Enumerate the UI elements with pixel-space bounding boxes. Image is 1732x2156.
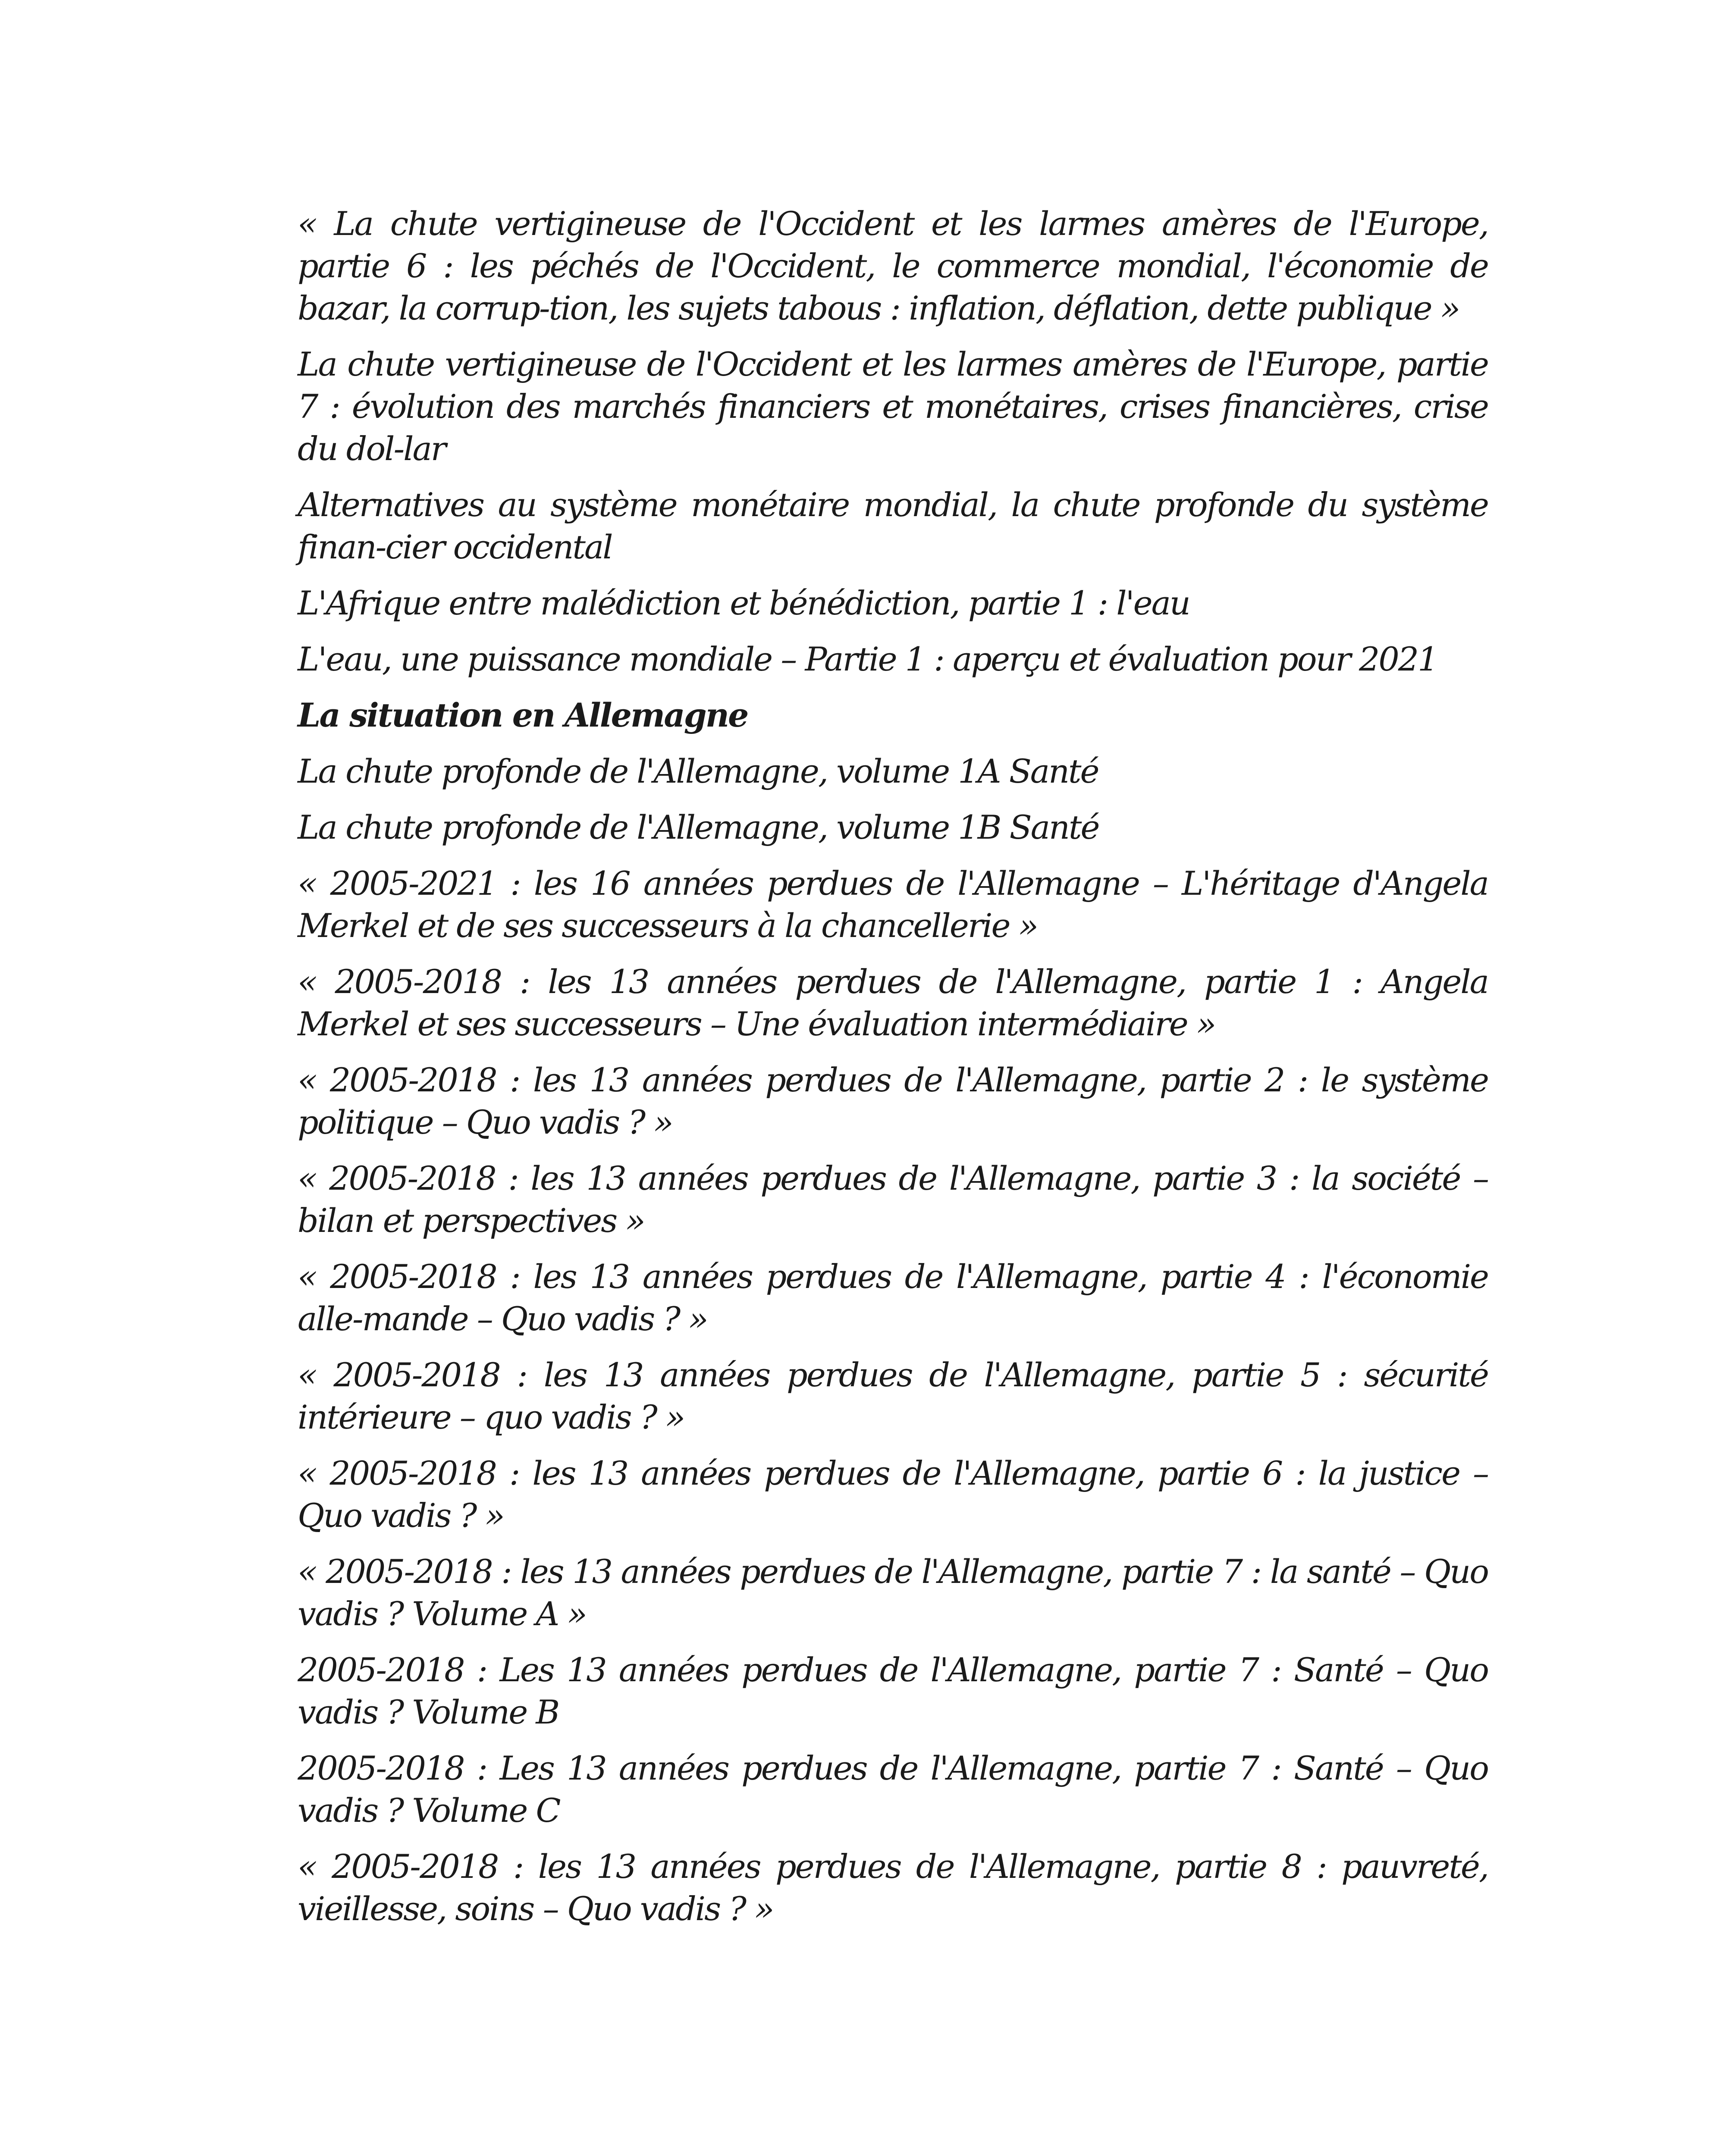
list-item: « 2005-2021 : les 16 années perdues de l'Allemagne – L'héritage d'Angela Merkel et de ses successeurs à la chancellerie » [298, 864, 1488, 945]
list-item: 2005-2018 : Les 13 années perdues de l'Allemagne, partie 7 : Santé – Quo vadis ? Volume C [298, 1749, 1488, 1830]
list-item: 2005-2018 : Les 13 années perdues de l'Allemagne, partie 7 : Santé – Quo vadis ? Volume B [298, 1651, 1488, 1731]
list-item: « 2005-2018 : les 13 années perdues de l'Allemagne, partie 2 : le système politique – Quo vadis ? » [298, 1061, 1488, 1141]
list-item: Alternatives au système monétaire mondial, la chute profonde du système finan-cier occidental [298, 486, 1488, 566]
book-list [298, 203, 1488, 1944]
section-heading: La situation en Allemagne [298, 696, 748, 734]
list-item: « La chute vertigineuse de l'Occident et les larmes amères de l'Europe, partie 6 : les péchés de l'Occident, le commerce mondial, l'économie de bazar, la corrup-tion, les sujets tabous : inflation, déflation, dette publique » [298, 204, 1488, 327]
list-item: « 2005-2018 : les 13 années perdues de l'Allemagne, partie 5 : sécurité intérieure – quo vadis ? » [298, 1356, 1488, 1436]
list-item: « 2005-2018 : les 13 années perdues de l'Allemagne, partie 6 : la justice – Quo vadis ? » [298, 1454, 1488, 1535]
list-item: La chute profonde de l'Allemagne, volume 1B Santé [298, 808, 1099, 846]
list-item: La chute vertigineuse de l'Occident et les larmes amères de l'Europe, partie 7 : évolution des marchés financiers et monétaires, crises financières, crise du dol-lar [298, 345, 1488, 468]
list-item: L'eau, une puissance mondiale – Partie 1 : aperçu et évaluation pour 2021 [298, 640, 1437, 678]
list-item: La chute profonde de l'Allemagne, volume 1A Santé [298, 752, 1098, 790]
list-item: « 2005-2018 : les 13 années perdues de l'Allemagne, partie 3 : la société – bilan et perspectives » [298, 1159, 1488, 1240]
list-item: « 2005-2018 : les 13 années perdues de l'Allemagne, partie 8 : pauvreté, vieillesse, soins – Quo vadis ? » [298, 1847, 1488, 1928]
list-item: L'Afrique entre malédiction et bénédiction, partie 1 : l'eau [298, 584, 1189, 622]
list-item: « 2005-2018 : les 13 années perdues de l'Allemagne, partie 7 : la santé – Quo vadis ? Volume A » [298, 1552, 1488, 1633]
list-item: « 2005-2018 : les 13 années perdues de l'Allemagne, partie 4 : l'économie alle-mande – Quo vadis ? » [298, 1257, 1488, 1338]
list-item: « 2005-2018 : les 13 années perdues de l'Allemagne, partie 1 : Angela Merkel et ses successeurs – Une évaluation intermédiaire » [298, 962, 1488, 1043]
